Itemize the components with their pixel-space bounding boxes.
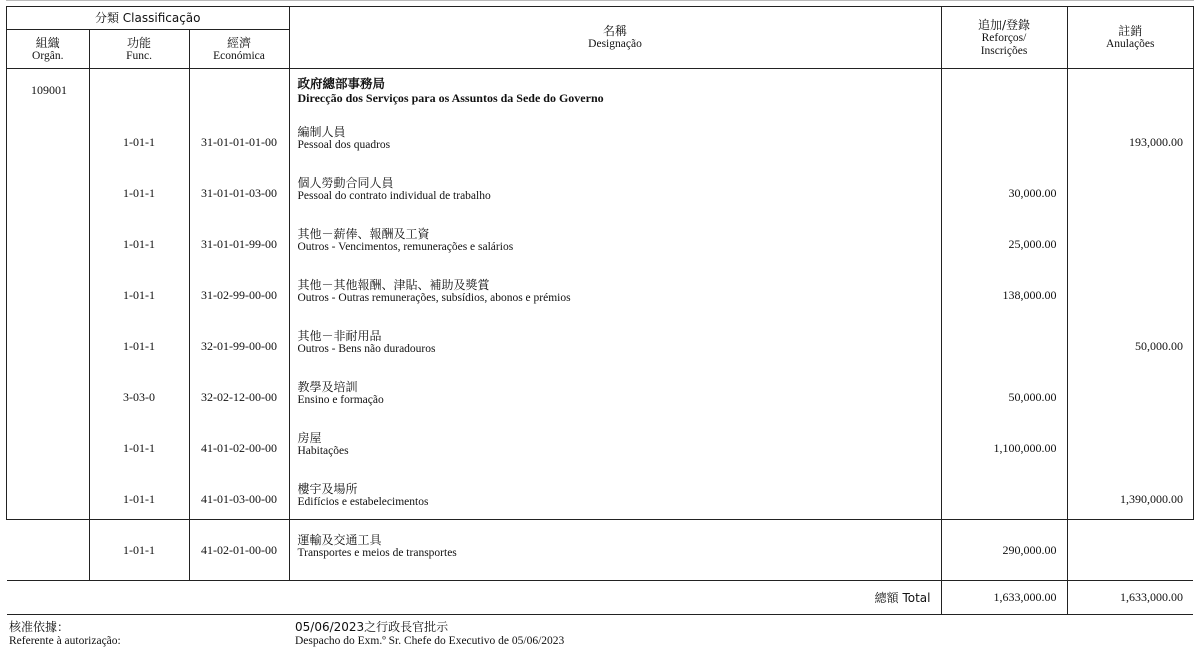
func-code: 1-01-1 <box>89 274 189 325</box>
func-label-zh: 功能 <box>90 36 189 50</box>
organ-name <box>289 73 941 121</box>
item-name-zh: 運輸及交通工具 <box>298 533 941 547</box>
organ-row <box>7 73 1193 121</box>
authorization-value <box>289 615 1193 662</box>
anulacoes-value: 193,000.00 <box>1067 121 1193 172</box>
item-designation <box>289 376 941 427</box>
item-name-zh: 教學及培訓 <box>298 380 941 394</box>
item-designation <box>289 427 941 478</box>
eco-code: 32-01-99-00-00 <box>189 325 289 376</box>
reforcos-value <box>941 478 1067 529</box>
func-header <box>89 30 189 69</box>
anulacoes-header <box>1067 7 1193 69</box>
anulacoes-value <box>1067 529 1193 581</box>
top-rule <box>6 0 1194 4</box>
item-designation <box>289 325 941 376</box>
func-code: 1-01-1 <box>89 172 189 223</box>
organ-code: 109001 <box>7 73 89 121</box>
anulacoes-value: 50,000.00 <box>1067 325 1193 376</box>
reforcos-value: 138,000.00 <box>941 274 1067 325</box>
table-row <box>7 172 1193 223</box>
designation-label-zh: 名稱 <box>290 24 941 38</box>
anulacoes-value <box>1067 172 1193 223</box>
item-name-zh: 個人勞動合同人員 <box>298 176 941 190</box>
reforcos-value: 25,000.00 <box>941 223 1067 274</box>
authorization-value-zh: 05/06/2023之行政長官批示 <box>295 620 1193 634</box>
func-code: 1-01-1 <box>89 529 189 581</box>
eco-code: 41-01-02-00-00 <box>189 427 289 478</box>
item-name-zh: 其他－薪俸、報酬及工資 <box>298 227 941 241</box>
item-name-zh: 房屋 <box>298 431 941 445</box>
item-name-pt: Outros - Outras remunerações, subsídios, abonos e prémios <box>298 292 941 305</box>
item-name-pt: Outros - Vencimentos, remunerações e salários <box>298 241 941 254</box>
classification-header <box>7 7 289 30</box>
table-row <box>7 325 1193 376</box>
item-designation <box>289 478 941 529</box>
budget-table-frame <box>6 6 1194 520</box>
item-name-zh: 其他－其他報酬、津貼、補助及獎賞 <box>298 278 941 292</box>
anulacoes-value <box>1067 376 1193 427</box>
authorization-value-pt: Despacho do Exm.º Sr. Chefe do Executivo de 05/06/2023 <box>295 634 1193 648</box>
reforcos-header <box>941 7 1067 69</box>
reforcos-value: 50,000.00 <box>941 376 1067 427</box>
total-row <box>7 581 1193 615</box>
eco-code: 32-02-12-00-00 <box>189 376 289 427</box>
budget-table <box>7 7 1193 662</box>
anulacoes-value <box>1067 427 1193 478</box>
anulacoes-value <box>1067 223 1193 274</box>
item-name-zh: 其他－非耐用品 <box>298 329 941 343</box>
item-name-pt: Ensino e formação <box>298 394 941 407</box>
authorization-label-pt: Referente à autorização: <box>9 634 289 648</box>
item-name-pt: Edifícios e estabelecimentos <box>298 496 941 509</box>
anulacoes-value: 1,390,000.00 <box>1067 478 1193 529</box>
eco-code: 31-01-01-03-00 <box>189 172 289 223</box>
reforcos-value <box>941 121 1067 172</box>
item-name-pt: Pessoal do contrato individual de trabalho <box>298 190 941 203</box>
eco-code: 41-02-01-00-00 <box>189 529 289 581</box>
eco-code: 41-01-03-00-00 <box>189 478 289 529</box>
reforcos-value: 290,000.00 <box>941 529 1067 581</box>
table-header <box>7 7 1193 69</box>
func-code: 3-03-0 <box>89 376 189 427</box>
func-code: 1-01-1 <box>89 478 189 529</box>
reforcos-label-zh: 追加/登錄 <box>942 18 1067 32</box>
reforcos-label-pt1: Reforços/ <box>942 32 1067 45</box>
func-code: 1-01-1 <box>89 427 189 478</box>
item-designation <box>289 172 941 223</box>
item-name-pt: Pessoal dos quadros <box>298 139 941 152</box>
reforcos-value <box>941 325 1067 376</box>
item-name-pt: Transportes e meios de transportes <box>298 547 941 560</box>
item-designation <box>289 223 941 274</box>
table-row <box>7 274 1193 325</box>
item-name-zh: 編制人員 <box>298 125 941 139</box>
item-designation <box>289 529 941 581</box>
authorization-label <box>7 615 289 662</box>
total-anulacoes: 1,633,000.00 <box>1067 581 1193 615</box>
anulacoes-value <box>1067 274 1193 325</box>
func-label-pt: Func. <box>90 50 189 63</box>
organ-label-zh: 組織 <box>7 36 89 50</box>
anulacoes-label-pt: Anulações <box>1068 38 1194 51</box>
func-code: 1-01-1 <box>89 223 189 274</box>
organ-header <box>7 30 89 69</box>
classification-label: 分類 Classificação <box>7 11 289 25</box>
table-row <box>7 478 1193 529</box>
eco-code: 31-02-99-00-00 <box>189 274 289 325</box>
func-code: 1-01-1 <box>89 121 189 172</box>
item-designation <box>289 274 941 325</box>
eco-code: 31-01-01-99-00 <box>189 223 289 274</box>
item-name-pt: Habitações <box>298 445 941 458</box>
item-name-pt: Outros - Bens não duradouros <box>298 343 941 356</box>
table-row <box>7 223 1193 274</box>
reforcos-value: 1,100,000.00 <box>941 427 1067 478</box>
anulacoes-label-zh: 註銷 <box>1068 24 1194 38</box>
organ-name-pt: Direcção dos Serviços para os Assuntos da Sede do Governo <box>298 91 941 105</box>
designation-label-pt: Designação <box>290 38 941 51</box>
table-row <box>7 529 1193 581</box>
authorization-label-zh: 核准依據： <box>9 620 289 634</box>
item-name-zh: 樓宇及場所 <box>298 482 941 496</box>
eco-label-pt: Económica <box>190 50 289 63</box>
designation-header <box>289 7 941 69</box>
total-reforcos: 1,633,000.00 <box>941 581 1067 615</box>
table-row <box>7 121 1193 172</box>
eco-label-zh: 經濟 <box>190 36 289 50</box>
eco-code: 31-01-01-01-00 <box>189 121 289 172</box>
table-body <box>7 69 1193 662</box>
reforcos-label-pt2: Inscrições <box>942 45 1067 58</box>
func-code: 1-01-1 <box>89 325 189 376</box>
eco-header <box>189 30 289 69</box>
table-row <box>7 376 1193 427</box>
organ-label-pt: Orgân. <box>7 50 89 63</box>
table-row <box>7 427 1193 478</box>
item-designation <box>289 121 941 172</box>
reforcos-value: 30,000.00 <box>941 172 1067 223</box>
authorization-row <box>7 615 1193 662</box>
organ-name-zh: 政府總部事務局 <box>298 77 941 91</box>
total-label: 總額 Total <box>7 581 941 615</box>
